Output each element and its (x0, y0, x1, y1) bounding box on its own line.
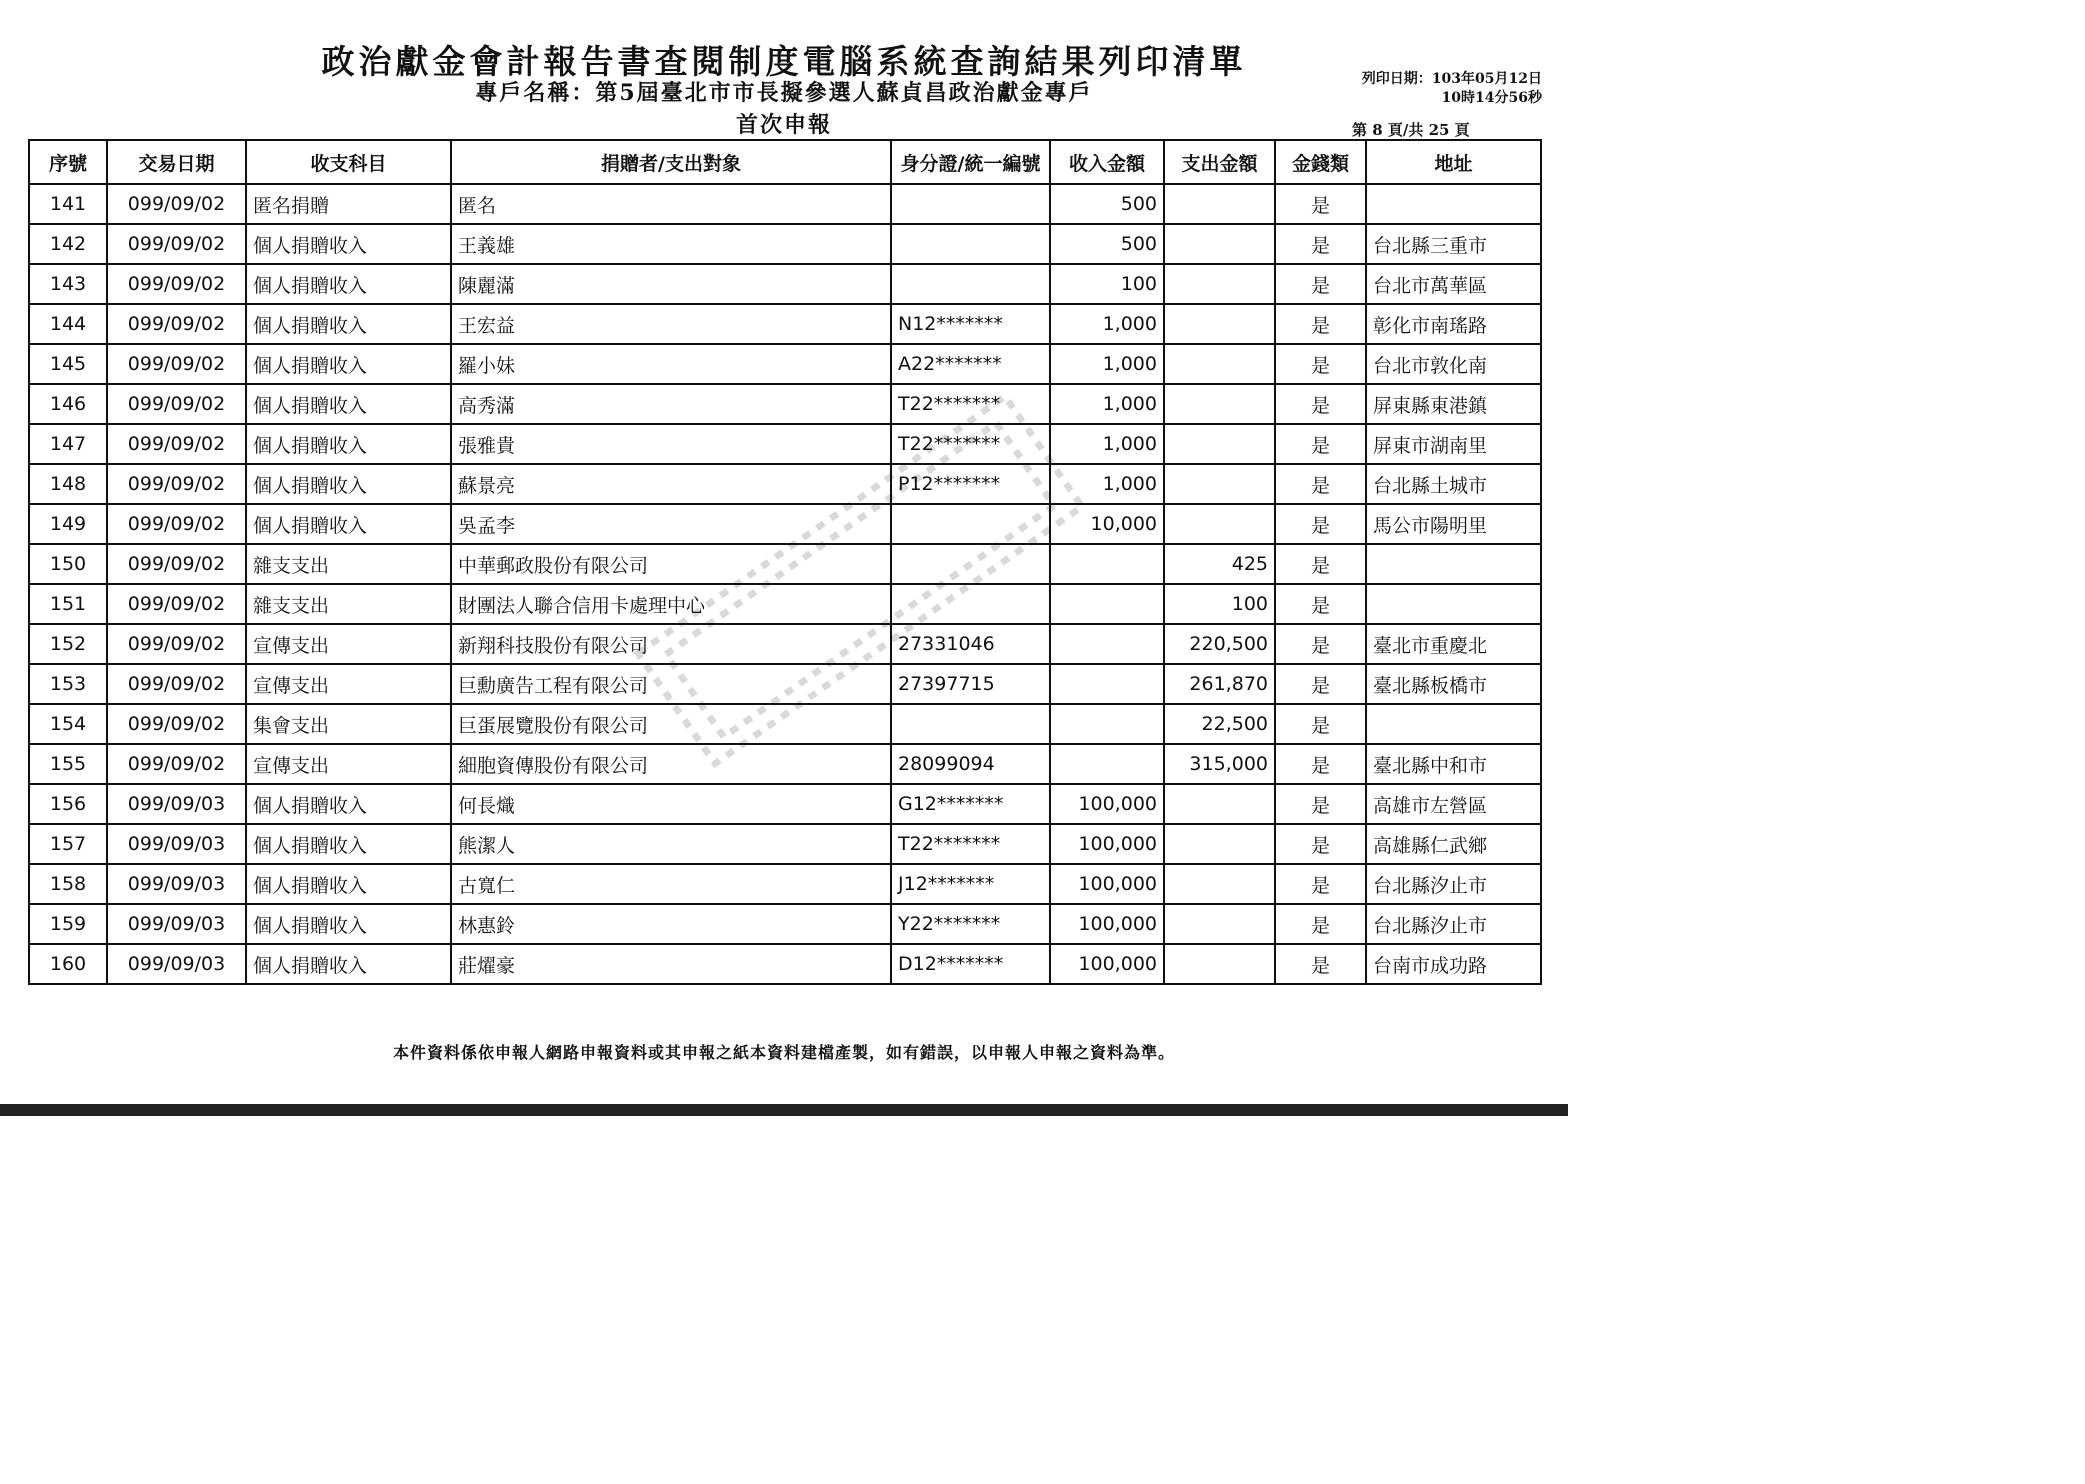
row-number: 141 (29, 184, 107, 224)
category: 個人捐贈收入 (246, 384, 451, 424)
donor-or-payee: 財團法人聯合信用卡處理中心 (451, 584, 891, 624)
row-number: 146 (29, 384, 107, 424)
donor-or-payee: 林惠鈴 (451, 904, 891, 944)
cash-flag: 是 (1275, 384, 1366, 424)
table-row (29, 264, 1541, 304)
table-row (29, 624, 1541, 664)
row-number: 160 (29, 944, 107, 984)
cash-flag: 是 (1275, 704, 1366, 744)
row-number: 159 (29, 904, 107, 944)
address: 彰化市南瑤路 (1366, 304, 1541, 344)
column-header: 地址 (1366, 140, 1541, 184)
report-type: 首次申報 (735, 112, 832, 138)
cash-flag: 是 (1275, 864, 1366, 904)
cash-flag: 是 (1275, 264, 1366, 304)
address: 台北縣汐止市 (1366, 864, 1541, 904)
table-row (29, 384, 1541, 424)
address: 台北市敦化南 (1366, 344, 1541, 384)
expense-amount (1164, 464, 1275, 504)
category: 宣傳支出 (246, 624, 451, 664)
row-number: 149 (29, 504, 107, 544)
cash-flag: 是 (1275, 544, 1366, 584)
column-header: 交易日期 (107, 140, 246, 184)
category: 個人捐贈收入 (246, 504, 451, 544)
expense-amount (1164, 304, 1275, 344)
transaction-date: 099/09/03 (107, 784, 246, 824)
table-row (29, 864, 1541, 904)
address: 台北縣汐止市 (1366, 904, 1541, 944)
category: 個人捐贈收入 (246, 784, 451, 824)
category: 個人捐贈收入 (246, 824, 451, 864)
address: 高雄縣仁武鄉 (1366, 824, 1541, 864)
id-number: T22******* (891, 424, 1050, 464)
expense-amount (1164, 504, 1275, 544)
column-header: 序號 (29, 140, 107, 184)
income-amount: 10,000 (1050, 504, 1164, 544)
cash-flag: 是 (1275, 744, 1366, 784)
id-number: A22******* (891, 344, 1050, 384)
transaction-date: 099/09/02 (107, 624, 246, 664)
donor-or-payee: 羅小妹 (451, 344, 891, 384)
row-number: 150 (29, 544, 107, 584)
category: 個人捐贈收入 (246, 944, 451, 984)
donor-or-payee: 古寬仁 (451, 864, 891, 904)
expense-amount (1164, 424, 1275, 464)
transaction-date: 099/09/02 (107, 224, 246, 264)
table-row (29, 344, 1541, 384)
donor-or-payee: 王義雄 (451, 224, 891, 264)
income-amount: 500 (1050, 224, 1164, 264)
table-header-row (29, 140, 1541, 184)
id-number: T22******* (891, 824, 1050, 864)
income-amount: 100,000 (1050, 944, 1164, 984)
donor-or-payee: 吳孟李 (451, 504, 891, 544)
table-row (29, 184, 1541, 224)
transaction-date: 099/09/02 (107, 184, 246, 224)
row-number: 157 (29, 824, 107, 864)
expense-amount (1164, 784, 1275, 824)
id-number (891, 184, 1050, 224)
scan-bottom-edge (0, 1104, 1568, 1116)
category: 個人捐贈收入 (246, 464, 451, 504)
table-row (29, 544, 1541, 584)
donor-or-payee: 莊燿豪 (451, 944, 891, 984)
column-header: 捐贈者/支出對象 (451, 140, 891, 184)
id-number: 28099094 (891, 744, 1050, 784)
donor-or-payee: 高秀滿 (451, 384, 891, 424)
income-amount: 1,000 (1050, 464, 1164, 504)
income-amount: 100,000 (1050, 904, 1164, 944)
cash-flag: 是 (1275, 584, 1366, 624)
transaction-date: 099/09/03 (107, 824, 246, 864)
address (1366, 704, 1541, 744)
account-name: 專戶名稱：第5屆臺北市市長擬參選人蘇貞昌政治獻金專戶 (475, 80, 1093, 106)
column-header: 收支科目 (246, 140, 451, 184)
cash-flag: 是 (1275, 824, 1366, 864)
transaction-date: 099/09/02 (107, 384, 246, 424)
expense-amount: 425 (1164, 544, 1275, 584)
row-number: 155 (29, 744, 107, 784)
expense-amount (1164, 344, 1275, 384)
address: 臺北縣板橋市 (1366, 664, 1541, 704)
table-row (29, 784, 1541, 824)
category: 宣傳支出 (246, 744, 451, 784)
income-amount: 100,000 (1050, 864, 1164, 904)
id-number: P12******* (891, 464, 1050, 504)
row-number: 153 (29, 664, 107, 704)
category: 宣傳支出 (246, 664, 451, 704)
expense-amount (1164, 184, 1275, 224)
document-title: 政治獻金會計報告書查閱制度電腦系統查詢結果列印清單 (321, 42, 1247, 81)
transaction-date: 099/09/02 (107, 504, 246, 544)
ledger-table (28, 139, 1542, 985)
donor-or-payee: 巨勳廣告工程有限公司 (451, 664, 891, 704)
expense-amount (1164, 944, 1275, 984)
address: 臺北縣中和市 (1366, 744, 1541, 784)
id-number: J12******* (891, 864, 1050, 904)
id-number: N12******* (891, 304, 1050, 344)
income-amount (1050, 624, 1164, 664)
row-number: 143 (29, 264, 107, 304)
cash-flag: 是 (1275, 784, 1366, 824)
category: 匿名捐贈 (246, 184, 451, 224)
table-row (29, 584, 1541, 624)
transaction-date: 099/09/02 (107, 744, 246, 784)
cash-flag: 是 (1275, 904, 1366, 944)
transaction-date: 099/09/02 (107, 304, 246, 344)
category: 個人捐贈收入 (246, 304, 451, 344)
table-row (29, 944, 1541, 984)
id-number: D12******* (891, 944, 1050, 984)
cash-flag: 是 (1275, 344, 1366, 384)
income-amount (1050, 744, 1164, 784)
cash-flag: 是 (1275, 944, 1366, 984)
table-row (29, 304, 1541, 344)
expense-amount: 220,500 (1164, 624, 1275, 664)
row-number: 147 (29, 424, 107, 464)
transaction-date: 099/09/02 (107, 584, 246, 624)
row-number: 154 (29, 704, 107, 744)
print-time: 10時14分56秒 (1441, 90, 1542, 106)
transaction-date: 099/09/03 (107, 944, 246, 984)
id-number: 27331046 (891, 624, 1050, 664)
income-amount: 1,000 (1050, 304, 1164, 344)
row-number: 148 (29, 464, 107, 504)
row-number: 156 (29, 784, 107, 824)
id-number (891, 504, 1050, 544)
transaction-date: 099/09/02 (107, 424, 246, 464)
print-date-block (1362, 70, 1542, 108)
address (1366, 544, 1541, 584)
id-number: G12******* (891, 784, 1050, 824)
expense-amount (1164, 264, 1275, 304)
income-amount: 1,000 (1050, 424, 1164, 464)
donor-or-payee: 蘇景亮 (451, 464, 891, 504)
category: 個人捐贈收入 (246, 344, 451, 384)
cash-flag: 是 (1275, 624, 1366, 664)
expense-amount (1164, 904, 1275, 944)
expense-amount: 22,500 (1164, 704, 1275, 744)
address: 台北市萬華區 (1366, 264, 1541, 304)
income-amount (1050, 584, 1164, 624)
donor-or-payee: 細胞資傳股份有限公司 (451, 744, 891, 784)
expense-amount (1164, 824, 1275, 864)
column-header: 身分證/統一編號 (891, 140, 1050, 184)
income-amount: 100,000 (1050, 824, 1164, 864)
income-amount: 500 (1050, 184, 1164, 224)
address: 台北縣三重市 (1366, 224, 1541, 264)
expense-amount: 100 (1164, 584, 1275, 624)
category: 雜支支出 (246, 544, 451, 584)
category: 個人捐贈收入 (246, 864, 451, 904)
address (1366, 584, 1541, 624)
id-number: 27397715 (891, 664, 1050, 704)
cash-flag: 是 (1275, 424, 1366, 464)
address: 屏東市湖南里 (1366, 424, 1541, 464)
ledger-body (29, 184, 1541, 984)
table-row (29, 744, 1541, 784)
expense-amount: 261,870 (1164, 664, 1275, 704)
income-amount (1050, 544, 1164, 584)
id-number (891, 224, 1050, 264)
row-number: 151 (29, 584, 107, 624)
cash-flag: 是 (1275, 664, 1366, 704)
expense-amount (1164, 384, 1275, 424)
column-header: 收入金額 (1050, 140, 1164, 184)
footnote: 本件資料係依申報人網路申報資料或其申報之紙本資料建檔產製，如有錯誤，以申報人申報之資料為準。 (392, 1043, 1175, 1062)
donor-or-payee: 新翔科技股份有限公司 (451, 624, 891, 664)
donor-or-payee: 陳麗滿 (451, 264, 891, 304)
row-number: 142 (29, 224, 107, 264)
category: 個人捐贈收入 (246, 904, 451, 944)
donor-or-payee: 熊潔人 (451, 824, 891, 864)
income-amount: 100 (1050, 264, 1164, 304)
category: 個人捐贈收入 (246, 224, 451, 264)
category: 雜支支出 (246, 584, 451, 624)
donor-or-payee: 何長熾 (451, 784, 891, 824)
transaction-date: 099/09/02 (107, 464, 246, 504)
address: 屏東縣東港鎮 (1366, 384, 1541, 424)
id-number (891, 264, 1050, 304)
expense-amount (1164, 224, 1275, 264)
transaction-date: 099/09/02 (107, 664, 246, 704)
table-row (29, 464, 1541, 504)
id-number (891, 704, 1050, 744)
transaction-date: 099/09/03 (107, 904, 246, 944)
transaction-date: 099/09/02 (107, 544, 246, 584)
table-row (29, 504, 1541, 544)
row-number: 152 (29, 624, 107, 664)
donor-or-payee: 王宏益 (451, 304, 891, 344)
address: 台南市成功路 (1366, 944, 1541, 984)
id-number: Y22******* (891, 904, 1050, 944)
table-row (29, 704, 1541, 744)
id-number (891, 584, 1050, 624)
address: 高雄市左營區 (1366, 784, 1541, 824)
income-amount: 1,000 (1050, 384, 1164, 424)
expense-amount: 315,000 (1164, 744, 1275, 784)
row-number: 158 (29, 864, 107, 904)
address: 台北縣土城市 (1366, 464, 1541, 504)
row-number: 144 (29, 304, 107, 344)
income-amount (1050, 664, 1164, 704)
transaction-date: 099/09/02 (107, 264, 246, 304)
income-amount: 1,000 (1050, 344, 1164, 384)
cash-flag: 是 (1275, 224, 1366, 264)
transaction-date: 099/09/02 (107, 344, 246, 384)
id-number: T22******* (891, 384, 1050, 424)
donor-or-payee: 匿名 (451, 184, 891, 224)
address: 臺北市重慶北 (1366, 624, 1541, 664)
cash-flag: 是 (1275, 504, 1366, 544)
category: 集會支出 (246, 704, 451, 744)
address (1366, 184, 1541, 224)
transaction-date: 099/09/02 (107, 704, 246, 744)
category: 個人捐贈收入 (246, 424, 451, 464)
donor-or-payee: 中華郵政股份有限公司 (451, 544, 891, 584)
income-amount (1050, 704, 1164, 744)
cash-flag: 是 (1275, 304, 1366, 344)
row-number: 145 (29, 344, 107, 384)
page-info: 第 8 頁/共 25 頁 (1352, 121, 1470, 139)
table-row (29, 664, 1541, 704)
cash-flag: 是 (1275, 184, 1366, 224)
print-date: 列印日期：103年05月12日 (1361, 71, 1542, 87)
transaction-date: 099/09/03 (107, 864, 246, 904)
table-row (29, 824, 1541, 864)
category: 個人捐贈收入 (246, 264, 451, 304)
column-header: 金錢類 (1275, 140, 1366, 184)
table-row (29, 424, 1541, 464)
column-header: 支出金額 (1164, 140, 1275, 184)
donor-or-payee: 張雅貴 (451, 424, 891, 464)
cash-flag: 是 (1275, 464, 1366, 504)
address: 馬公市陽明里 (1366, 504, 1541, 544)
table-row (29, 224, 1541, 264)
table-row (29, 904, 1541, 944)
id-number (891, 544, 1050, 584)
donor-or-payee: 巨蛋展覽股份有限公司 (451, 704, 891, 744)
income-amount: 100,000 (1050, 784, 1164, 824)
expense-amount (1164, 864, 1275, 904)
